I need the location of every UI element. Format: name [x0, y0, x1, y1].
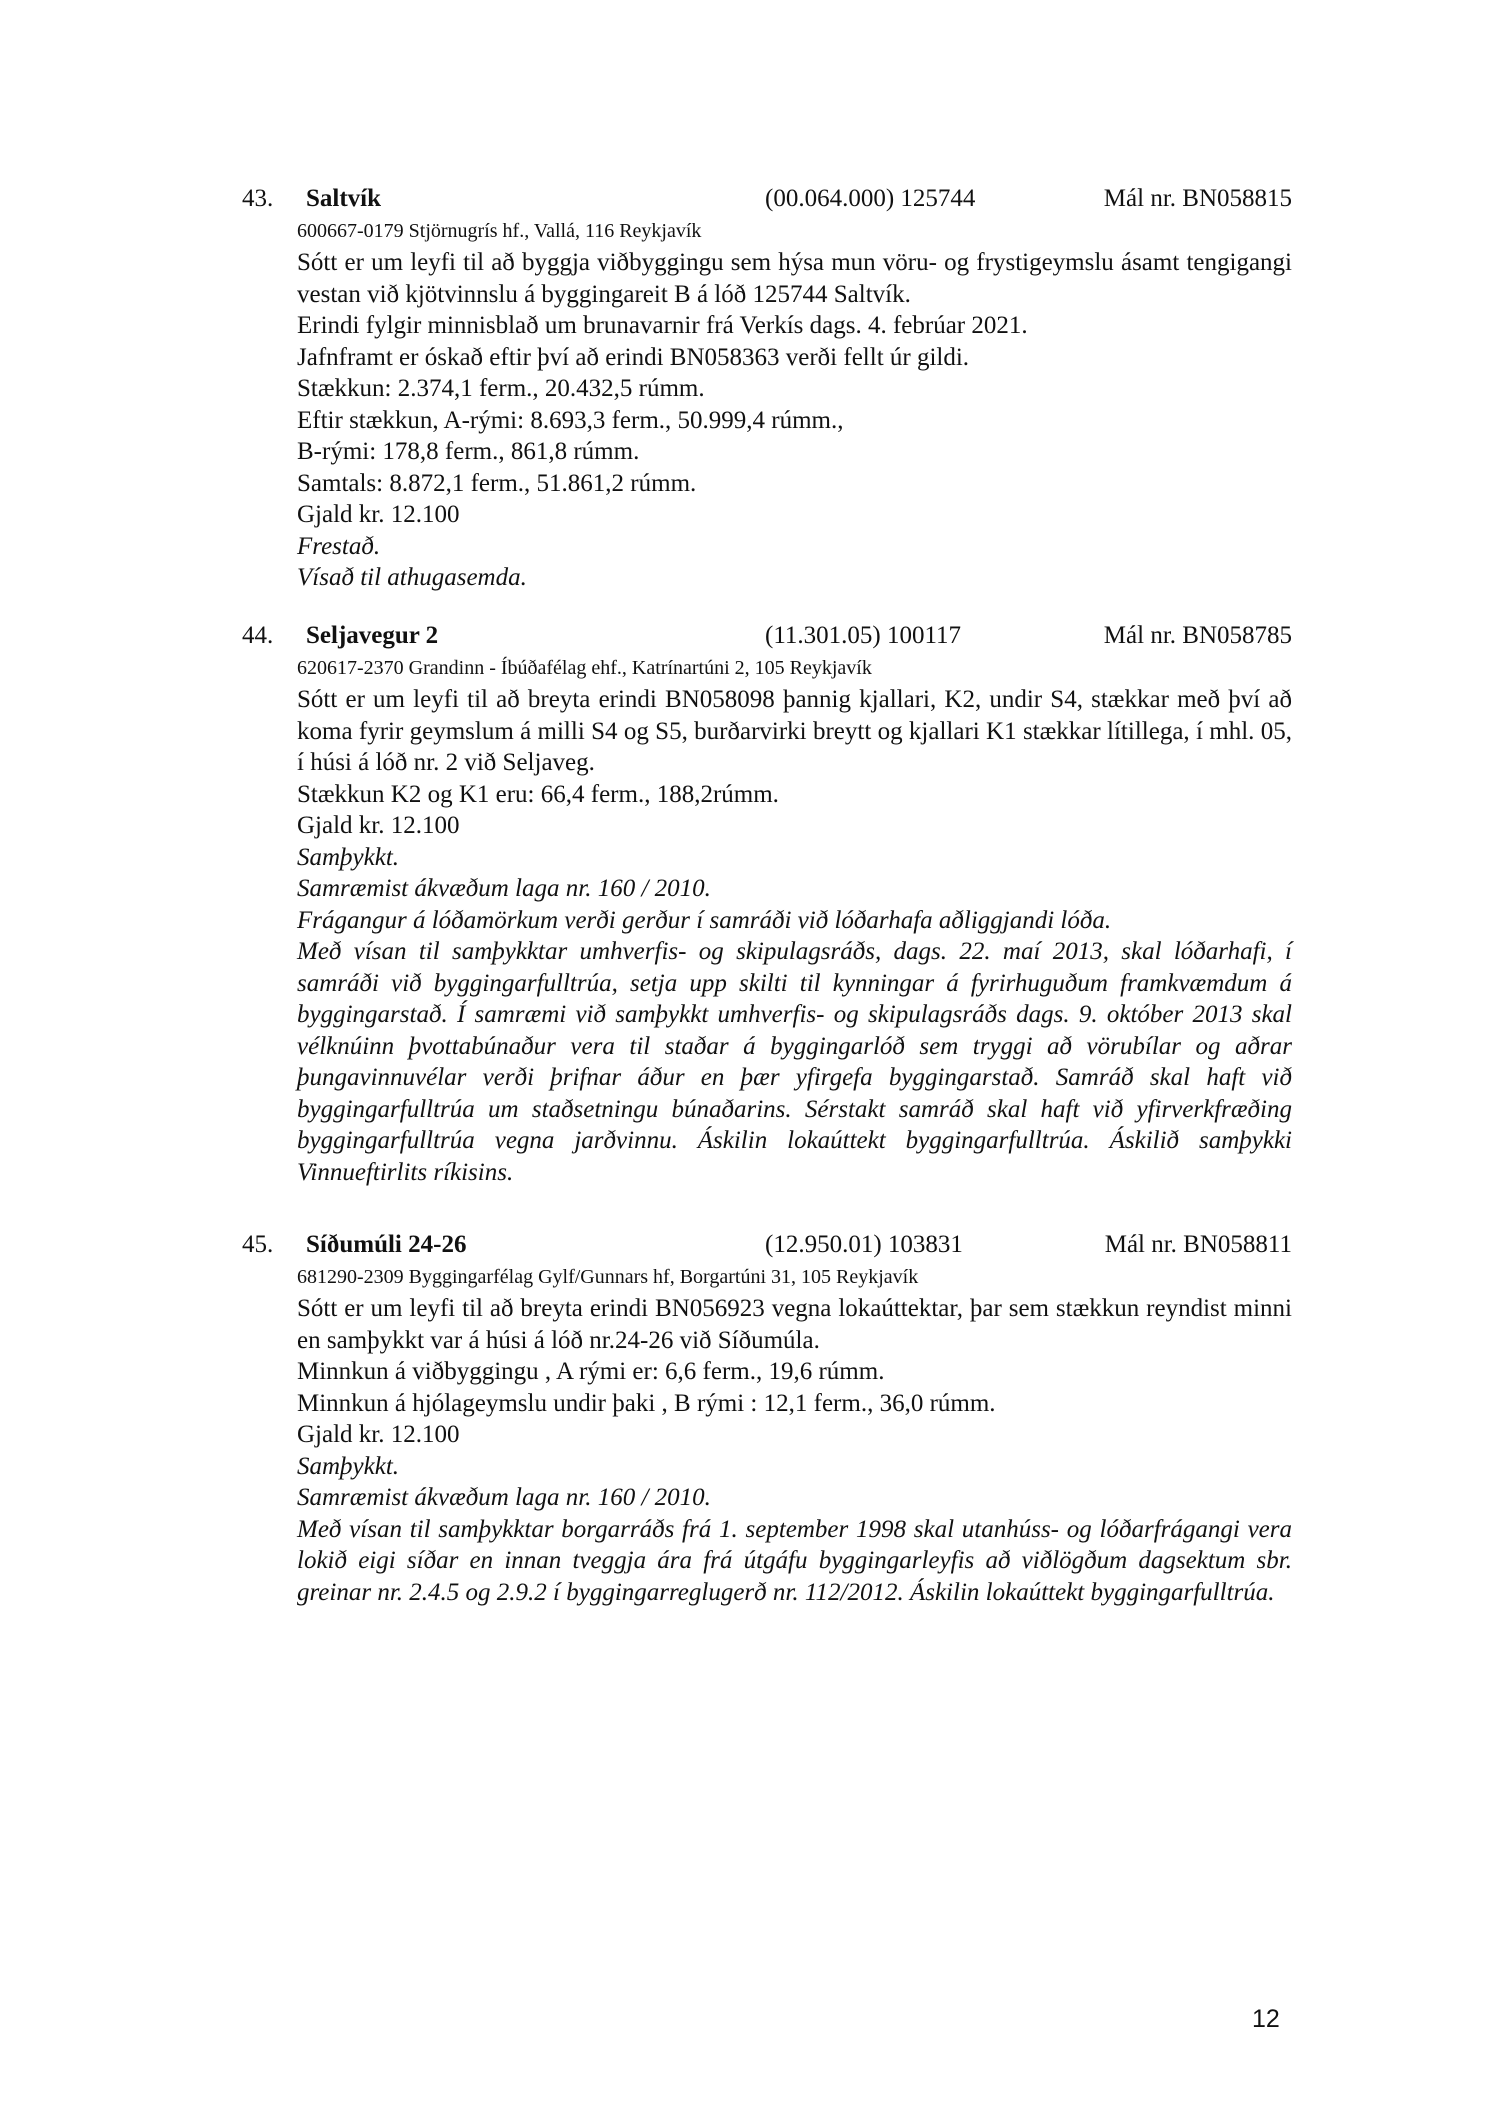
detail-line: Erindi fylgir minnisblað um brunavarnir frá Verkís dags. 4. febrúar 2021. [297, 312, 1028, 339]
entry-title: Saltvík [306, 185, 382, 212]
detail-line: Stækkun: 2.374,1 ferm., 20.432,5 rúmm. [297, 375, 705, 402]
applicant: 681290-2309 Byggingarfélag Gylf/Gunnars hf, Borgartúni 31, 105 Reykjavík [297, 1266, 919, 1288]
entry-header [242, 620, 1292, 654]
entry-header [242, 1229, 1292, 1263]
fee-line: Gjald kr. 12.100 [297, 501, 460, 528]
entry-number: 44. [242, 622, 274, 649]
entry-45 [242, 1229, 1292, 1608]
entry-body [297, 247, 1292, 594]
detail-line: Minnkun á viðbyggingu , A rými er: 6,6 ferm., 19,6 rúmm. [297, 1358, 885, 1385]
description: Sótt er um leyfi til að byggja viðbyggingu sem hýsa mun vöru- og frystigeymslu ásamt tengigangi vestan við kjötvinnslu á byggingareit B á lóð 125744 Saltvík. [297, 249, 1292, 308]
entry-reference: (12.950.01) 103831 [765, 1231, 963, 1258]
entry-reference: (00.064.000) 125744 [765, 185, 976, 212]
case-number: Mál nr. BN058815 [1103, 185, 1292, 212]
case-number: Mál nr. BN058811 [1104, 1231, 1292, 1258]
description: Sótt er um leyfi til að breyta erindi BN058098 þannig kjallari, K2, undir S4, stækkar með því að koma fyrir geymslum á milli S4 og S5, burðarvirki breytt og kjallari K1 stækkar lítillega, í mhl. 05, í húsi á lóð nr. 2 við Seljaveg. [297, 686, 1292, 776]
entry-number: 43. [242, 185, 274, 212]
detail-line: Stækkun K2 og K1 eru: 66,4 ferm., 188,2rúmm. [297, 780, 779, 808]
entry-reference: (11.301.05) 100117 [765, 622, 962, 649]
page-number: 12 [1252, 2005, 1280, 2033]
entry-title: Síðumúli 24-26 [306, 1231, 467, 1258]
decision: Samþykkt. [297, 1452, 400, 1480]
fee-line: Gjald kr. 12.100 [297, 812, 460, 839]
decision: Samþykkt. [297, 843, 400, 871]
detail-line: Jafnframt er óskað eftir því að erindi BN058363 verði fellt úr gildi. [297, 343, 970, 371]
fee-line: Gjald kr. 12.100 [297, 1421, 460, 1448]
entry-number: 45. [242, 1231, 274, 1258]
decision-note: Frágangur á lóðamörkum verði gerður í samráði við lóðarhafa aðliggjandi lóða. [297, 906, 1112, 934]
entry-title: Seljavegur 2 [306, 622, 439, 649]
decision: Frestað. [297, 532, 381, 560]
case-number: Mál nr. BN058785 [1103, 622, 1292, 649]
detail-line: Minnkun á hjólageymslu undir þaki , B rými : 12,1 ferm., 36,0 rúmm. [297, 1389, 996, 1417]
entry-body [297, 1293, 1292, 1608]
decision-note: Vísað til athugasemda. [297, 564, 527, 591]
detail-line: Samtals: 8.872,1 ferm., 51.861,2 rúmm. [297, 469, 697, 497]
applicant: 620617-2370 Grandinn - Íbúðafélag ehf., Katrínartúni 2, 105 Reykjavík [297, 657, 872, 679]
decision-paragraph: Með vísan til samþykktar borgarráðs frá 1. september 1998 skal utanhúss- og lóðarfrágangi vera lokið eigi síðar en innan tveggja ára frá útgáfu byggingarleyfis að viðlögðum dagsektum sbr. greinar nr. 2.4.5 og 2.9.2 í byggingarreglugerð nr. 112/2012. Áskilin lokaúttekt byggingarfulltrúa. [297, 1515, 1292, 1606]
entry-44 [242, 620, 1292, 1188]
decision-note: Samræmist ákvæðum laga nr. 160 / 2010. [297, 1484, 711, 1511]
detail-line: B-rými: 178,8 ferm., 861,8 rúmm. [297, 438, 640, 465]
detail-line: Eftir stækkun, A-rými: 8.693,3 ferm., 50.999,4 rúmm., [297, 406, 844, 434]
decision-note: Samræmist ákvæðum laga nr. 160 / 2010. [297, 875, 711, 902]
applicant: 600667-0179 Stjörnugrís hf., Vallá, 116 Reykjavík [297, 220, 702, 242]
entry-body [297, 684, 1292, 1188]
description: Sótt er um leyfi til að breyta erindi BN056923 vegna lokaúttektar, þar sem stækkun reyndist minni en samþykkt var á húsi á lóð nr.24-26 við Síðumúla. [297, 1295, 1292, 1354]
entry-header [242, 183, 1292, 217]
decision-paragraph: Með vísan til samþykktar umhverfis- og skipulagsráðs, dags. 22. maí 2013, skal lóðarhafi, í samráði við byggingarfulltrúa, setja upp skilti til kynningar á fyrirhuguðum framkvæmdum á byggingarstað. Í samræmi við samþykkt umhverfis- og skipulagsráðs dags. 9. október 2013 skal vélknúinn þvottabúnaður vera til staðar á byggingarlóð sem tryggi að vörubílar og aðrar þungavinnuvélar verði þrifnar áður en þær yfirgefa byggingarstað. Samráð skal haft við byggingarfulltrúa um staðsetningu búnaðarins. Sérstakt samráð skal haft við yfirverkfræðing byggingarfulltrúa vegna jarðvinnu. Áskilin lokaúttekt byggingarfulltrúa. Áskilið samþykki Vinnueftirlits ríkisins. [297, 938, 1292, 1186]
entry-43 [242, 183, 1292, 594]
